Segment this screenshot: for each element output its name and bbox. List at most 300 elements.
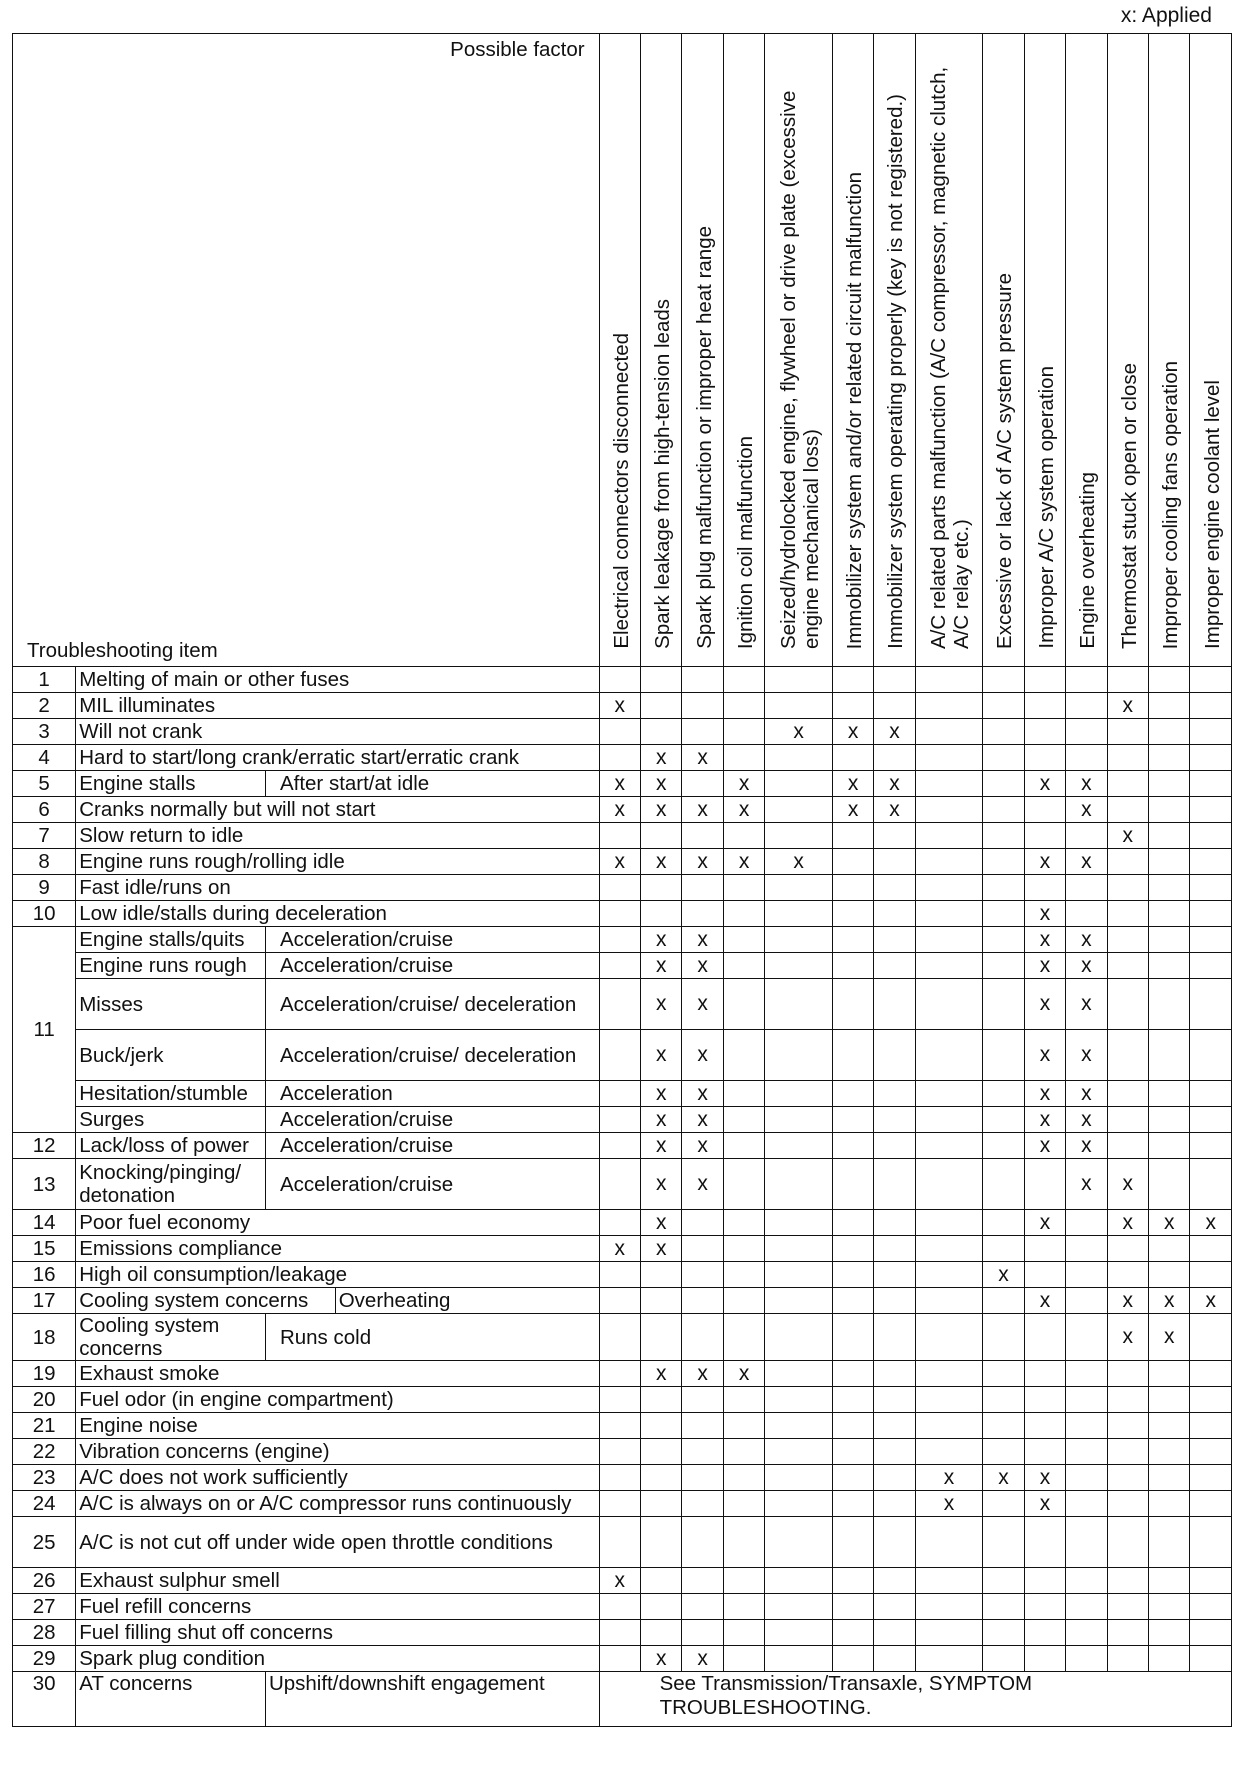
applied-mark: x — [682, 849, 723, 875]
row-number: 24 — [13, 1491, 76, 1517]
applied-mark: x — [983, 1465, 1024, 1491]
factor-mark-cell — [723, 875, 764, 901]
factor-mark-cell — [1024, 667, 1065, 693]
table-row — [13, 823, 1232, 849]
header-corner-cell — [13, 34, 600, 667]
factor-mark-cell — [1190, 823, 1232, 849]
factor-mark-cell — [1024, 1159, 1065, 1210]
factor-mark-cell — [983, 1030, 1024, 1081]
factor-mark-cell — [874, 1361, 915, 1387]
factor-mark-cell — [832, 901, 873, 927]
factor-mark-cell — [832, 1210, 873, 1236]
applied-mark: x — [915, 1491, 983, 1517]
factor-mark-cell — [983, 1314, 1024, 1361]
factor-mark-cell — [874, 1439, 915, 1465]
item-condition: Overheating — [335, 1288, 599, 1314]
factor-mark-cell — [765, 1568, 833, 1594]
factor-mark-cell — [765, 1517, 833, 1568]
troubleshooting-item: Engine noise — [76, 1413, 599, 1439]
applied-mark: x — [1024, 979, 1065, 1030]
applied-mark: x — [641, 1030, 682, 1081]
factor-mark-cell — [983, 1361, 1024, 1387]
factor-mark-cell — [641, 875, 682, 901]
factor-mark-cell — [874, 1594, 915, 1620]
factor-mark-cell — [874, 745, 915, 771]
factor-mark-cell — [1024, 823, 1065, 849]
applied-mark: x — [832, 797, 873, 823]
troubleshooting-item: Lack/loss of power — [76, 1133, 266, 1159]
applied-mark: x — [1024, 901, 1065, 927]
factor-mark-cell — [874, 1210, 915, 1236]
row-number: 2 — [13, 693, 76, 719]
factor-mark-cell — [1190, 1081, 1232, 1107]
factor-mark-cell — [1024, 1568, 1065, 1594]
factor-mark-cell — [983, 1491, 1024, 1517]
factor-mark-cell — [723, 1568, 764, 1594]
factor-mark-cell — [983, 1439, 1024, 1465]
factor-mark-cell — [1190, 1517, 1232, 1568]
applied-mark: x — [641, 771, 682, 797]
factor-mark-cell — [1107, 1081, 1148, 1107]
factor-mark-cell — [723, 901, 764, 927]
factor-mark-cell — [599, 1361, 640, 1387]
factor-mark-cell — [874, 1288, 915, 1314]
troubleshooting-item: Vibration concerns (engine) — [76, 1439, 599, 1465]
applied-mark: x — [641, 1361, 682, 1387]
factor-mark-cell — [765, 1210, 833, 1236]
factor-mark-cell — [1107, 719, 1148, 745]
factor-mark-cell — [1066, 667, 1107, 693]
factor-mark-cell — [723, 1107, 764, 1133]
table-row — [13, 1133, 1232, 1159]
factor-header — [599, 34, 640, 667]
factor-mark-cell — [915, 823, 983, 849]
factor-mark-cell — [723, 1159, 764, 1210]
troubleshooting-item: Spark plug condition — [76, 1646, 599, 1672]
factor-mark-cell — [983, 1159, 1024, 1210]
factor-mark-cell — [1107, 1646, 1148, 1672]
factor-mark-cell — [1190, 1262, 1232, 1288]
factor-mark-cell — [765, 823, 833, 849]
factor-mark-cell — [1149, 1133, 1190, 1159]
applied-mark: x — [1024, 1288, 1065, 1314]
factor-mark-cell — [765, 1491, 833, 1517]
troubleshooting-table-container — [12, 33, 1232, 1727]
applied-mark: x — [915, 1465, 983, 1491]
see-reference-note: See Transmission/Transaxle, SYMPTOM TROUBLESHOOTING. — [599, 1672, 1231, 1727]
factor-mark-cell — [641, 1491, 682, 1517]
factor-mark-cell — [1190, 1491, 1232, 1517]
row-number: 22 — [13, 1439, 76, 1465]
factor-mark-cell — [915, 953, 983, 979]
applied-mark: x — [1149, 1314, 1190, 1361]
factor-header — [1149, 34, 1190, 667]
factor-mark-cell — [599, 875, 640, 901]
factor-mark-cell — [832, 927, 873, 953]
factor-mark-cell — [765, 1159, 833, 1210]
applied-mark: x — [1024, 927, 1065, 953]
troubleshooting-item: Low idle/stalls during deceleration — [76, 901, 599, 927]
applied-mark: x — [1024, 1107, 1065, 1133]
factor-mark-cell — [1149, 875, 1190, 901]
applied-mark: x — [641, 1236, 682, 1262]
factor-mark-cell — [1149, 1594, 1190, 1620]
factor-mark-cell — [983, 875, 1024, 901]
factor-mark-cell — [765, 1439, 833, 1465]
applied-mark: x — [641, 797, 682, 823]
applied-mark: x — [641, 1133, 682, 1159]
factor-mark-cell — [915, 1030, 983, 1081]
factor-mark-cell — [1190, 1314, 1232, 1361]
row-number: 21 — [13, 1413, 76, 1439]
factor-mark-cell — [915, 1517, 983, 1568]
factor-mark-cell — [682, 875, 723, 901]
row-number: 27 — [13, 1594, 76, 1620]
factor-mark-cell — [983, 901, 1024, 927]
troubleshooting-item: AT concerns — [76, 1672, 266, 1727]
factor-mark-cell — [1066, 1262, 1107, 1288]
factor-mark-cell — [1066, 823, 1107, 849]
factor-mark-cell — [723, 1594, 764, 1620]
applied-mark: x — [1066, 979, 1107, 1030]
table-row — [13, 1236, 1232, 1262]
factor-mark-cell — [832, 1594, 873, 1620]
table-row — [13, 1620, 1232, 1646]
row-number: 7 — [13, 823, 76, 849]
factor-mark-cell — [765, 1314, 833, 1361]
factor-header — [682, 34, 723, 667]
item-condition: Acceleration — [265, 1081, 599, 1107]
factor-mark-cell — [599, 667, 640, 693]
factor-mark-cell — [832, 953, 873, 979]
applied-mark: x — [1024, 1465, 1065, 1491]
applied-mark: x — [723, 1361, 764, 1387]
factor-mark-cell — [1190, 953, 1232, 979]
row-number: 30 — [13, 1672, 76, 1727]
factor-mark-cell — [765, 1594, 833, 1620]
applied-mark: x — [1190, 1288, 1232, 1314]
table-row — [13, 1262, 1232, 1288]
applied-mark: x — [1024, 771, 1065, 797]
applied-mark: x — [1107, 693, 1148, 719]
factor-mark-cell — [915, 1439, 983, 1465]
applied-mark: x — [1024, 953, 1065, 979]
factor-mark-cell — [723, 823, 764, 849]
factor-mark-cell — [915, 1107, 983, 1133]
factor-mark-cell — [832, 1107, 873, 1133]
factor-label: Electrical connectors disconnected — [609, 333, 633, 649]
factor-mark-cell — [641, 1413, 682, 1439]
factor-mark-cell — [915, 1361, 983, 1387]
applied-mark: x — [599, 849, 640, 875]
factor-mark-cell — [599, 745, 640, 771]
factor-mark-cell — [832, 1620, 873, 1646]
factor-mark-cell — [723, 1646, 764, 1672]
factor-mark-cell — [983, 667, 1024, 693]
factor-mark-cell — [1024, 1413, 1065, 1439]
factor-mark-cell — [832, 1568, 873, 1594]
factor-header — [641, 34, 682, 667]
applied-mark: x — [1066, 927, 1107, 953]
factor-mark-cell — [983, 979, 1024, 1030]
factor-mark-cell — [1107, 1133, 1148, 1159]
factor-label: Spark leakage from high-tension leads — [651, 299, 675, 649]
factor-mark-cell — [915, 1133, 983, 1159]
factor-mark-cell — [1066, 1646, 1107, 1672]
factor-mark-cell — [1066, 1517, 1107, 1568]
applied-mark: x — [641, 927, 682, 953]
factor-mark-cell — [765, 1361, 833, 1387]
factor-mark-cell — [1024, 1314, 1065, 1361]
factor-mark-cell — [874, 849, 915, 875]
applied-mark: x — [723, 849, 764, 875]
factor-mark-cell — [874, 1413, 915, 1439]
table-row — [13, 1081, 1232, 1107]
factor-mark-cell — [1066, 1361, 1107, 1387]
factor-label: Seized/hydrolocked engine, flywheel or drive plate (excessive engine mechanical loss) — [776, 90, 824, 649]
factor-mark-cell — [1190, 745, 1232, 771]
factor-mark-cell — [599, 1594, 640, 1620]
factor-label: Improper cooling fans operation — [1159, 360, 1183, 649]
factor-mark-cell — [1149, 1361, 1190, 1387]
troubleshooting-item: MIL illuminates — [76, 693, 599, 719]
factor-mark-cell — [599, 1620, 640, 1646]
factor-mark-cell — [682, 1314, 723, 1361]
factor-mark-cell — [1107, 1620, 1148, 1646]
factor-mark-cell — [874, 1491, 915, 1517]
factor-mark-cell — [915, 1413, 983, 1439]
applied-mark: x — [599, 1236, 640, 1262]
factor-mark-cell — [1149, 1517, 1190, 1568]
factor-mark-cell — [1107, 667, 1148, 693]
factor-mark-cell — [832, 745, 873, 771]
factor-mark-cell — [723, 1236, 764, 1262]
factor-mark-cell — [765, 1107, 833, 1133]
row-number: 19 — [13, 1361, 76, 1387]
applied-mark: x — [682, 953, 723, 979]
factor-label: Improper A/C system operation — [1034, 366, 1058, 649]
applied-mark: x — [1024, 1491, 1065, 1517]
factor-mark-cell — [1149, 667, 1190, 693]
factor-mark-cell — [832, 1387, 873, 1413]
factor-mark-cell — [1190, 1594, 1232, 1620]
factor-mark-cell — [1107, 1236, 1148, 1262]
factor-mark-cell — [599, 823, 640, 849]
factor-mark-cell — [1190, 1465, 1232, 1491]
applied-mark: x — [1024, 1133, 1065, 1159]
factor-mark-cell — [915, 1568, 983, 1594]
factor-mark-cell — [765, 1262, 833, 1288]
factor-mark-cell — [1190, 849, 1232, 875]
troubleshooting-item: Cooling system concerns — [76, 1314, 266, 1361]
item-condition: Acceleration/cruise — [265, 953, 599, 979]
factor-mark-cell — [915, 1236, 983, 1262]
applied-mark: x — [1066, 1133, 1107, 1159]
factor-mark-cell — [1149, 797, 1190, 823]
factor-mark-cell — [874, 875, 915, 901]
factor-mark-cell — [874, 1236, 915, 1262]
factor-mark-cell — [1149, 849, 1190, 875]
factor-mark-cell — [983, 823, 1024, 849]
factor-mark-cell — [723, 693, 764, 719]
applied-mark: x — [832, 719, 873, 745]
factor-mark-cell — [682, 1465, 723, 1491]
factor-mark-cell — [1149, 1465, 1190, 1491]
factor-mark-cell — [1066, 719, 1107, 745]
factor-mark-cell — [641, 1439, 682, 1465]
table-row — [13, 979, 1232, 1030]
applied-mark: x — [1107, 1210, 1148, 1236]
factor-mark-cell — [1066, 1413, 1107, 1439]
factor-mark-cell — [599, 1081, 640, 1107]
applied-mark: x — [983, 1262, 1024, 1288]
factor-mark-cell — [915, 1159, 983, 1210]
legend-text: x: Applied — [1120, 4, 1212, 27]
table-row — [13, 1594, 1232, 1620]
applied-mark: x — [832, 771, 873, 797]
factor-mark-cell — [915, 1288, 983, 1314]
factor-mark-cell — [1066, 1568, 1107, 1594]
factor-mark-cell — [1024, 745, 1065, 771]
factor-mark-cell — [915, 693, 983, 719]
factor-mark-cell — [1149, 1107, 1190, 1133]
factor-mark-cell — [983, 1646, 1024, 1672]
factor-mark-cell — [832, 875, 873, 901]
row-number: 13 — [13, 1159, 76, 1210]
item-condition: Acceleration/cruise — [265, 1107, 599, 1133]
factor-mark-cell — [874, 1081, 915, 1107]
factor-mark-cell — [1149, 901, 1190, 927]
factor-mark-cell — [915, 667, 983, 693]
factor-mark-cell — [682, 1387, 723, 1413]
factor-mark-cell — [765, 901, 833, 927]
factor-mark-cell — [1107, 1491, 1148, 1517]
factor-mark-cell — [723, 1465, 764, 1491]
factor-mark-cell — [1107, 771, 1148, 797]
factor-mark-cell — [723, 1133, 764, 1159]
applied-mark: x — [1066, 1081, 1107, 1107]
factor-mark-cell — [1190, 1439, 1232, 1465]
factor-mark-cell — [723, 953, 764, 979]
factor-mark-cell — [1107, 1439, 1148, 1465]
row-number: 4 — [13, 745, 76, 771]
factor-mark-cell — [874, 823, 915, 849]
factor-mark-cell — [1066, 1594, 1107, 1620]
applied-mark: x — [874, 719, 915, 745]
factor-header — [723, 34, 764, 667]
factor-mark-cell — [765, 1620, 833, 1646]
factor-mark-cell — [874, 1159, 915, 1210]
troubleshooting-item: Melting of main or other fuses — [76, 667, 599, 693]
factor-mark-cell — [1107, 1517, 1148, 1568]
factor-mark-cell — [832, 1030, 873, 1081]
row-number: 12 — [13, 1133, 76, 1159]
factor-mark-cell — [765, 1288, 833, 1314]
factor-mark-cell — [723, 1439, 764, 1465]
factor-mark-cell — [1107, 1568, 1148, 1594]
applied-mark: x — [682, 1361, 723, 1387]
factor-mark-cell — [874, 1517, 915, 1568]
troubleshooting-item: Buck/jerk — [76, 1030, 266, 1081]
factor-mark-cell — [599, 1387, 640, 1413]
factor-mark-cell — [1190, 797, 1232, 823]
applied-mark: x — [682, 797, 723, 823]
factor-mark-cell — [1190, 719, 1232, 745]
factor-mark-cell — [1066, 875, 1107, 901]
factor-mark-cell — [682, 693, 723, 719]
factor-label: Improper engine coolant level — [1200, 380, 1224, 649]
factor-mark-cell — [1107, 953, 1148, 979]
applied-mark: x — [599, 797, 640, 823]
applied-mark: x — [874, 797, 915, 823]
factor-mark-cell — [723, 1210, 764, 1236]
troubleshooting-item: Emissions compliance — [76, 1236, 599, 1262]
applied-mark: x — [1024, 1030, 1065, 1081]
factor-header — [1107, 34, 1148, 667]
factor-mark-cell — [723, 1288, 764, 1314]
factor-header — [1066, 34, 1107, 667]
factor-mark-cell — [1107, 849, 1148, 875]
applied-mark: x — [1066, 1030, 1107, 1081]
factor-mark-cell — [1024, 875, 1065, 901]
factor-mark-cell — [1107, 979, 1148, 1030]
factor-mark-cell — [874, 1314, 915, 1361]
applied-mark: x — [1066, 797, 1107, 823]
factor-mark-cell — [682, 1620, 723, 1646]
row-number: 23 — [13, 1465, 76, 1491]
applied-mark: x — [641, 953, 682, 979]
factor-mark-cell — [1107, 1107, 1148, 1133]
troubleshooting-item: Cooling system concerns — [76, 1288, 336, 1314]
factor-label: Excessive or lack of A/C system pressure — [993, 273, 1017, 649]
factor-mark-cell — [682, 1413, 723, 1439]
factor-mark-cell — [599, 1439, 640, 1465]
factor-mark-cell — [1107, 1030, 1148, 1081]
applied-mark: x — [765, 849, 833, 875]
factor-mark-cell — [915, 927, 983, 953]
applied-mark: x — [1066, 771, 1107, 797]
factor-mark-cell — [1024, 1646, 1065, 1672]
factor-mark-cell — [1149, 693, 1190, 719]
factor-mark-cell — [682, 719, 723, 745]
factor-mark-cell — [599, 719, 640, 745]
table-row — [13, 1288, 1232, 1314]
factor-mark-cell — [641, 1620, 682, 1646]
row-number: 6 — [13, 797, 76, 823]
troubleshooting-item: A/C is always on or A/C compressor runs continuously — [76, 1491, 599, 1517]
factor-mark-cell — [599, 1133, 640, 1159]
factor-mark-cell — [983, 693, 1024, 719]
factor-mark-cell — [1024, 1439, 1065, 1465]
factor-mark-cell — [983, 745, 1024, 771]
applied-mark: x — [682, 1030, 723, 1081]
factor-mark-cell — [723, 979, 764, 1030]
factor-header — [915, 34, 983, 667]
factor-mark-cell — [599, 1288, 640, 1314]
factor-mark-cell — [915, 1081, 983, 1107]
factor-label: Spark plug malfunction or improper heat range — [692, 226, 716, 649]
applied-mark: x — [1066, 849, 1107, 875]
factor-mark-cell — [641, 1568, 682, 1594]
factor-mark-cell — [1149, 1081, 1190, 1107]
factor-mark-cell — [765, 667, 833, 693]
troubleshooting-item: Surges — [76, 1107, 266, 1133]
factor-mark-cell — [1024, 1594, 1065, 1620]
factor-mark-cell — [1149, 979, 1190, 1030]
factor-mark-cell — [874, 1568, 915, 1594]
troubleshooting-item: Slow return to idle — [76, 823, 599, 849]
factor-mark-cell — [641, 1288, 682, 1314]
